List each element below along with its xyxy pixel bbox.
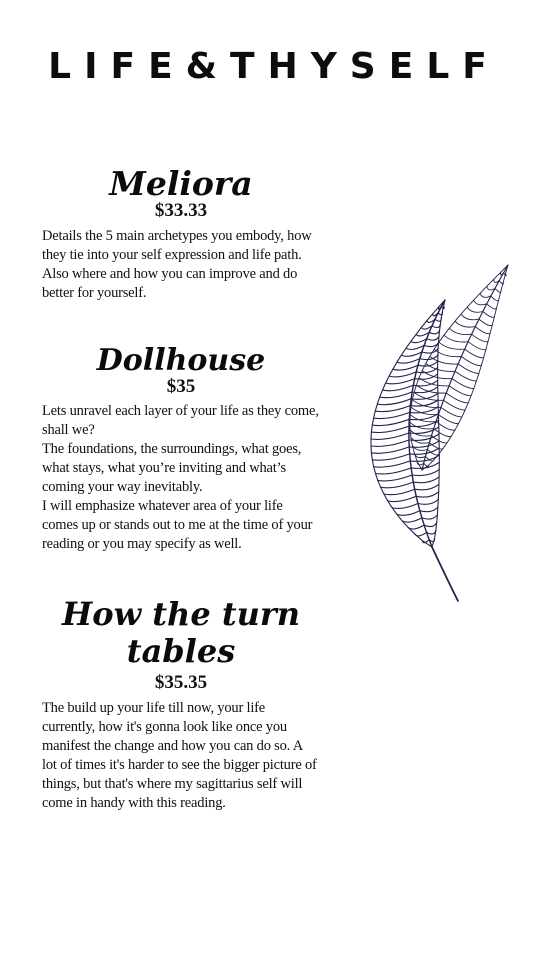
offering-how-the-turn-tables [42,596,320,813]
offering-description: Lets unravel each layer of your life as they come, shall we? The foundations, the surroundings, what goes, what stays, what you’re inviting and what’s coming your way inevitably. I will emphasize whatever area of your life comes up or stands out to me at the time of your reading or you may specify as well. [42,403,319,552]
offering-dollhouse [42,342,320,554]
offering-title: Meliora [109,164,253,203]
offering-price: $33.33 [154,200,208,221]
offering-description: The build up your life till now, your life currently, how it's gonna look like once you manifest the change and how you can do so. A lot of times it's harder to see the bigger picture of things, but that's where my sagittarius self will come in handy with this reading. [42,700,317,811]
offering-description: Details the 5 main archetypes you embody, how they tie into your self expression and life path. Also where and how you can improve and do better for yourself. [42,228,312,301]
offering-title: Dollhouse [96,343,266,378]
offering-price: $35 [166,376,196,397]
offering-title: How the turn tables [62,595,300,670]
brand-title: LIFE&THYSELF [48,46,500,87]
offering-meliora [42,164,320,303]
feather-icon [350,255,520,610]
offering-price: $35.35 [154,672,208,693]
